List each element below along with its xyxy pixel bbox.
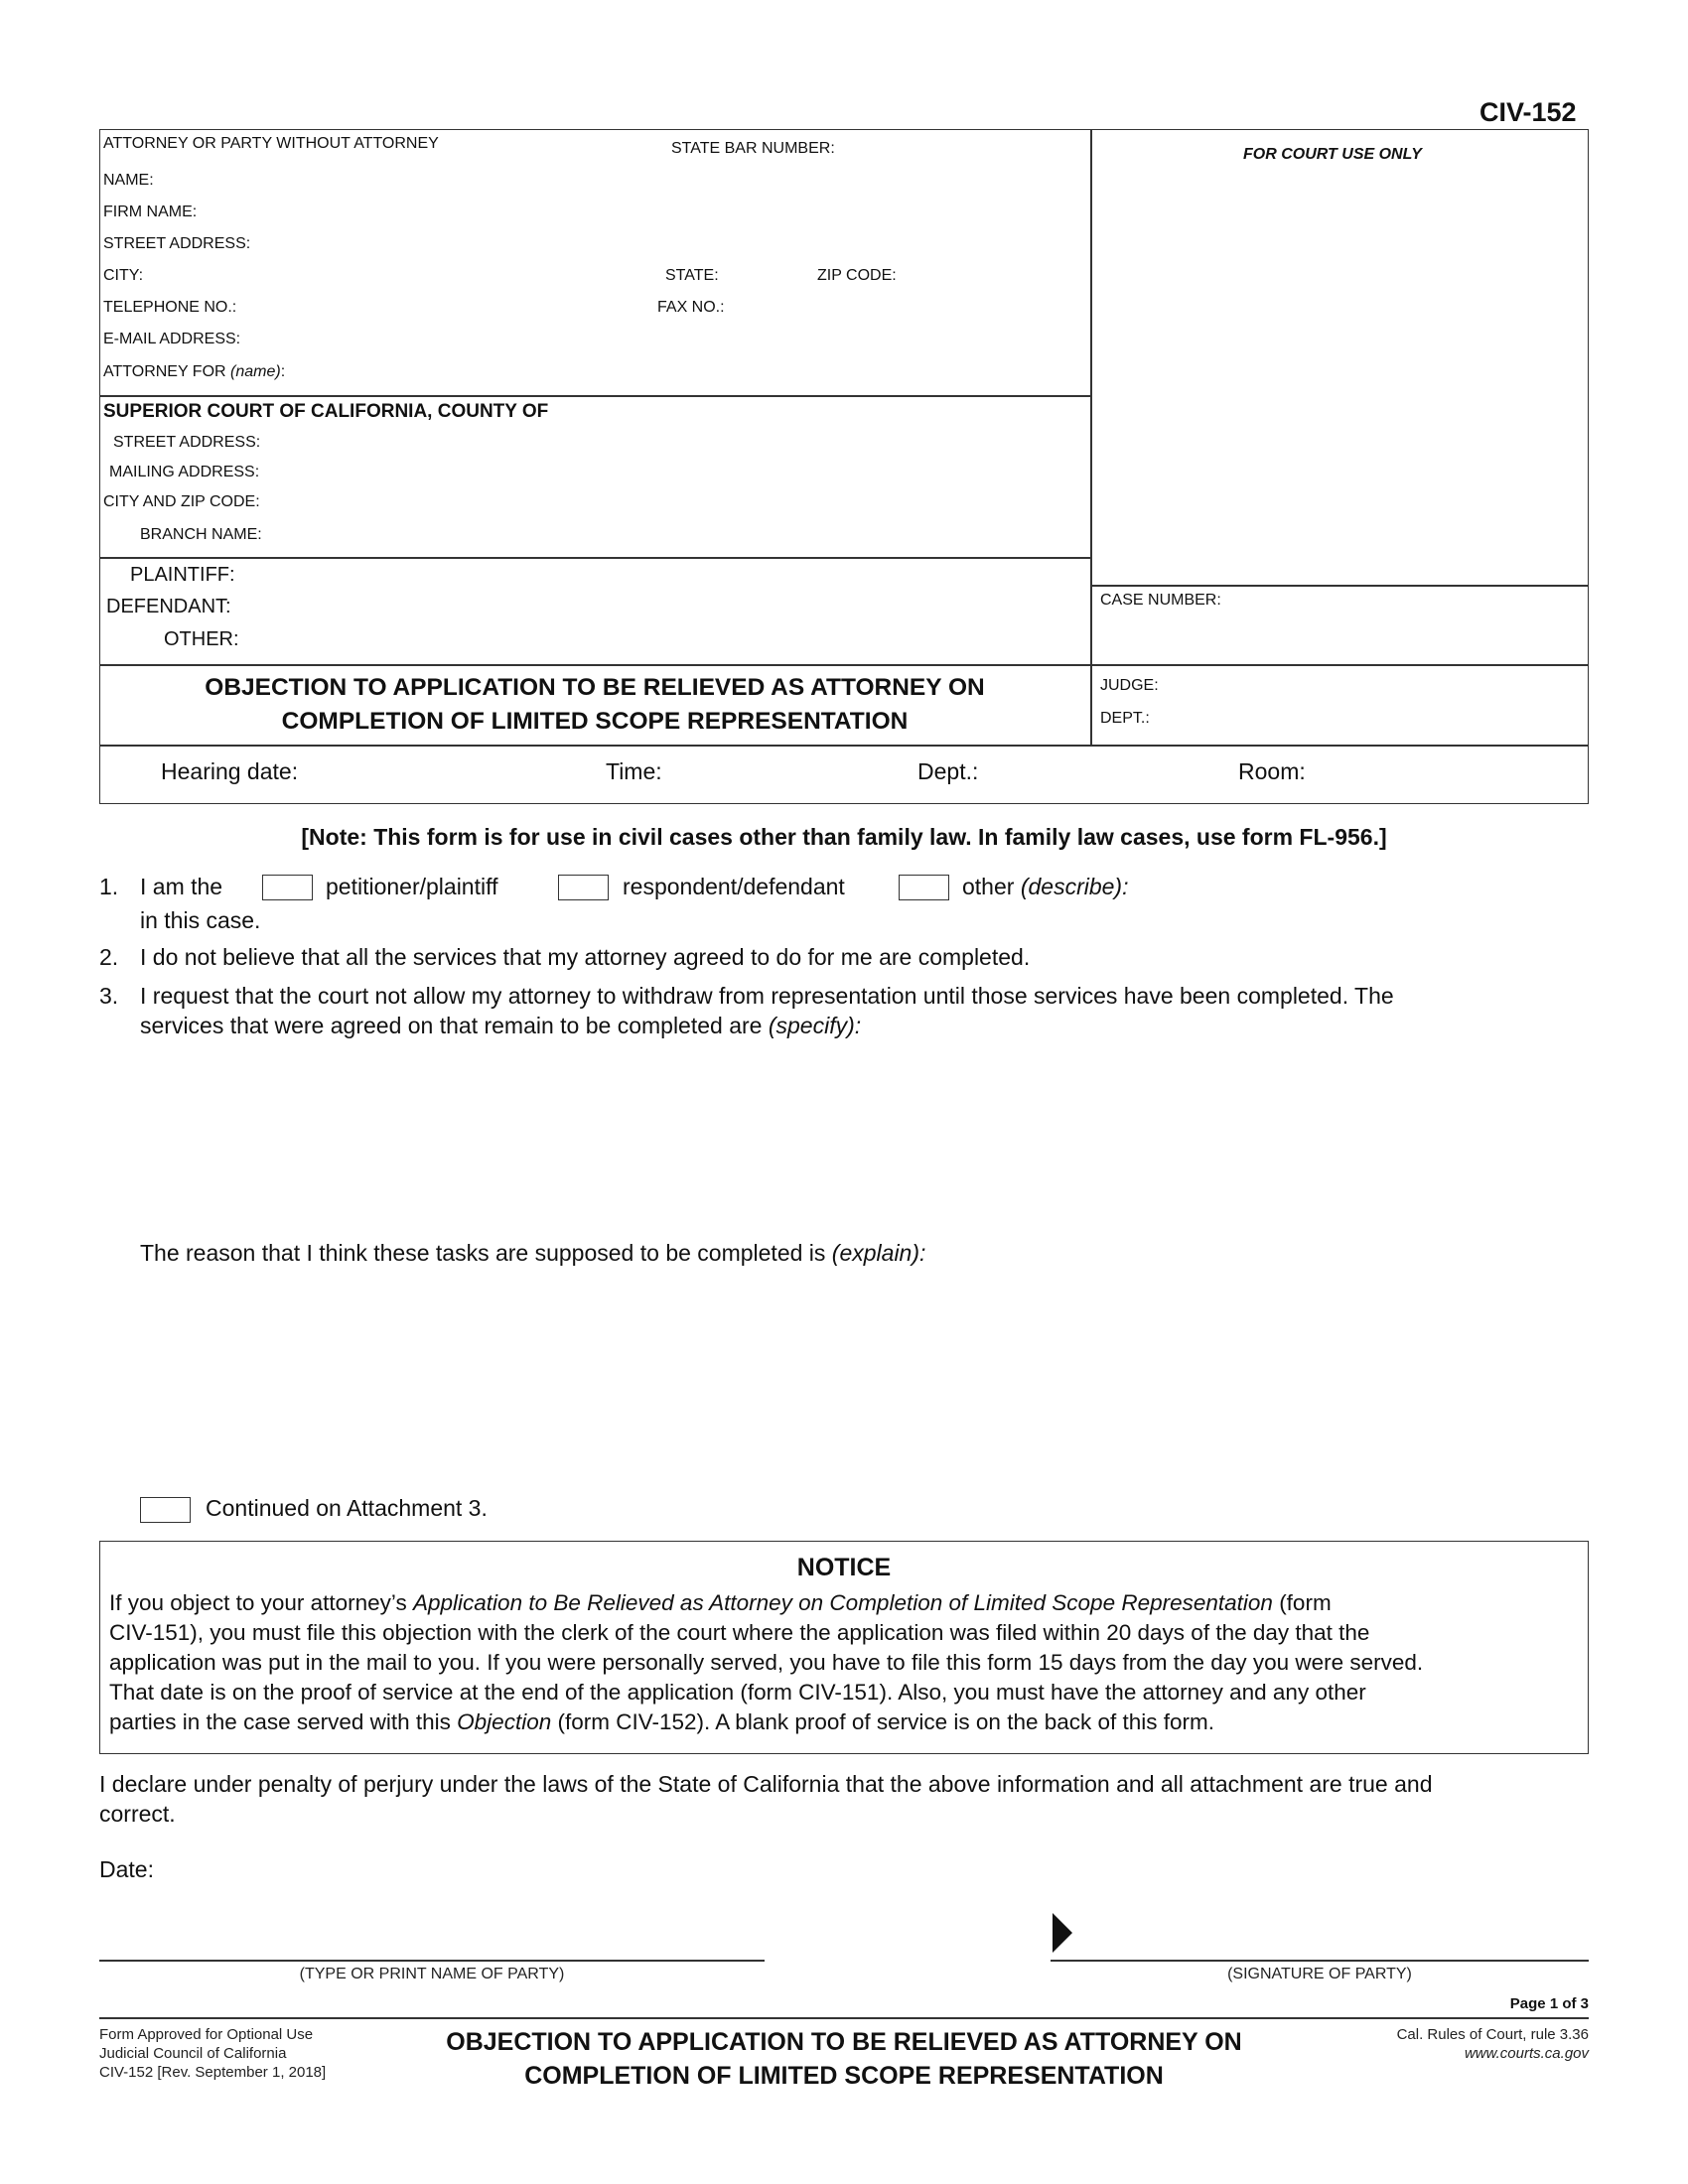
hearing-time-label: Time:	[606, 758, 662, 784]
caption-divider	[1090, 129, 1092, 745]
hearing-room-label: Room:	[1238, 758, 1306, 784]
caption-rule-1	[99, 395, 1090, 397]
signature-line[interactable]	[1051, 1960, 1589, 1962]
item-3-number: 3.	[99, 983, 119, 1009]
telephone-label: TELEPHONE NO.:	[103, 299, 237, 316]
notice-line-2: CIV-151), you must file this objection with the clerk of the court where the application was filed within 20 days of the day that the	[109, 1620, 1370, 1645]
name-line[interactable]	[99, 1960, 765, 1962]
usage-note: [Note: This form is for use in civil cases other than family law. In family law cases, use form FL-956.]	[301, 824, 1387, 850]
form-title-line-1: OBJECTION TO APPLICATION TO BE RELIEVED AS ATTORNEY ON	[205, 674, 985, 701]
name-caption: (TYPE OR PRINT NAME OF PARTY)	[299, 1966, 565, 1982]
court-street-label: STREET ADDRESS:	[113, 434, 261, 451]
notice-line-4: That date is on the proof of service at the end of the application (form CIV-151). Also, you must have the attorney and any other	[109, 1680, 1366, 1705]
city-label: CITY:	[103, 267, 144, 284]
respondent-checkbox[interactable]	[558, 875, 609, 900]
other-label: OTHER:	[164, 628, 239, 650]
caption-rule-4	[99, 664, 1589, 666]
court-use-label: FOR COURT USE ONLY	[1243, 146, 1422, 163]
item-2-text: I do not believe that all the services that my attorney agreed to do for me are completed.	[140, 944, 1031, 970]
continued-label: Continued on Attachment 3.	[206, 1495, 488, 1521]
respondent-label: respondent/defendant	[623, 874, 845, 899]
notice-heading: NOTICE	[796, 1554, 892, 1581]
zip-label: ZIP CODE:	[817, 267, 897, 284]
footer-title-line-2: COMPLETION OF LIMITED SCOPE REPRESENTATION	[524, 2062, 1164, 2090]
court-title: SUPERIOR COURT OF CALIFORNIA, COUNTY OF	[103, 401, 549, 422]
item-3-line-2: services that were agreed on that remain to be completed are (specify):	[140, 1013, 862, 1038]
signature-arrow-icon	[1051, 1911, 1074, 1955]
item-1-text: I am the	[140, 874, 223, 899]
state-bar-label: STATE BAR NUMBER:	[671, 140, 835, 157]
court-mailing-label: MAILING ADDRESS:	[109, 464, 260, 480]
declaration-line-1: I declare under penalty of perjury under the laws of the State of California that the above information and all attachment are true and	[99, 1771, 1433, 1797]
court-city-zip-label: CITY AND ZIP CODE:	[103, 493, 260, 510]
footer-title	[348, 2025, 1340, 2093]
footer-rules-citation: Cal. Rules of Court, rule 3.36	[1396, 2026, 1589, 2043]
petitioner-checkbox[interactable]	[262, 875, 313, 900]
name-label: NAME:	[103, 172, 154, 189]
form-number: CIV-152	[1479, 97, 1577, 127]
other-checkbox[interactable]	[899, 875, 949, 900]
footer-left-line-3: CIV-152 [Rev. September 1, 2018]	[99, 2064, 327, 2081]
street-address-label: STREET ADDRESS:	[103, 235, 251, 252]
footer-rule	[99, 2017, 1589, 2019]
item-3-line-1: I request that the court not allow my attorney to withdraw from representation until those services have been completed. The	[140, 983, 1394, 1009]
item-1-number: 1.	[99, 874, 119, 899]
hearing-dept-label: Dept.:	[917, 758, 979, 784]
notice-line-5: parties in the case served with this Objection (form CIV-152). A blank proof of service is on the back of this form.	[109, 1709, 1215, 1734]
reason-text: The reason that I think these tasks are supposed to be completed is (explain):	[140, 1240, 926, 1266]
firm-name-label: FIRM NAME:	[103, 204, 198, 220]
declaration-line-2: correct.	[99, 1801, 176, 1827]
court-branch-label: BRANCH NAME:	[140, 526, 262, 543]
item-2-number: 2.	[99, 944, 119, 970]
notice-body	[109, 1588, 1584, 1737]
attorney-header: ATTORNEY OR PARTY WITHOUT ATTORNEY	[103, 135, 439, 152]
item-1-continuation: in this case.	[140, 907, 261, 933]
form-title-line-2: COMPLETION OF LIMITED SCOPE REPRESENTATION	[281, 708, 909, 735]
fax-label: FAX NO.:	[657, 299, 725, 316]
defendant-label: DEFENDANT:	[106, 596, 231, 617]
signature-caption: (SIGNATURE OF PARTY)	[1227, 1966, 1412, 1982]
footer-right	[1291, 2025, 1589, 2063]
form-title	[99, 671, 1090, 739]
date-label: Date:	[99, 1856, 154, 1882]
footer-left-line-1: Form Approved for Optional Use	[99, 2026, 314, 2043]
footer-left	[99, 2025, 326, 2082]
footer-website-link[interactable]: www.courts.ca.gov	[1464, 2045, 1589, 2062]
judge-label: JUDGE:	[1100, 677, 1159, 694]
footer-title-line-1: OBJECTION TO APPLICATION TO BE RELIEVED AS ATTORNEY ON	[446, 2028, 1242, 2056]
case-number-label: CASE NUMBER:	[1100, 592, 1221, 609]
petitioner-label: petitioner/plaintiff	[326, 874, 498, 899]
caption-rule-3	[1090, 585, 1589, 587]
state-label: STATE:	[665, 267, 719, 284]
caption-rule-5	[99, 745, 1589, 747]
notice-line-1: If you object to your attorney’s Application to Be Relieved as Attorney on Completion of Limited Scope Representation (form	[109, 1590, 1332, 1615]
attorney-for-label: ATTORNEY FOR (name):	[103, 363, 286, 380]
page-number: Page 1 of 3	[1509, 1995, 1589, 2012]
notice-line-3: application was put in the mail to you. If you were personally served, you have to file this form 15 days from the day you were served.	[109, 1650, 1424, 1675]
dept-label: DEPT.:	[1100, 710, 1150, 727]
hearing-date-label: Hearing date:	[161, 758, 299, 784]
plaintiff-label: PLAINTIFF:	[130, 564, 235, 586]
other-describe-label: other (describe):	[962, 874, 1129, 899]
footer-left-line-2: Judicial Council of California	[99, 2045, 287, 2062]
continued-checkbox[interactable]	[140, 1497, 191, 1523]
caption-rule-2	[99, 557, 1090, 559]
email-label: E-MAIL ADDRESS:	[103, 331, 241, 347]
